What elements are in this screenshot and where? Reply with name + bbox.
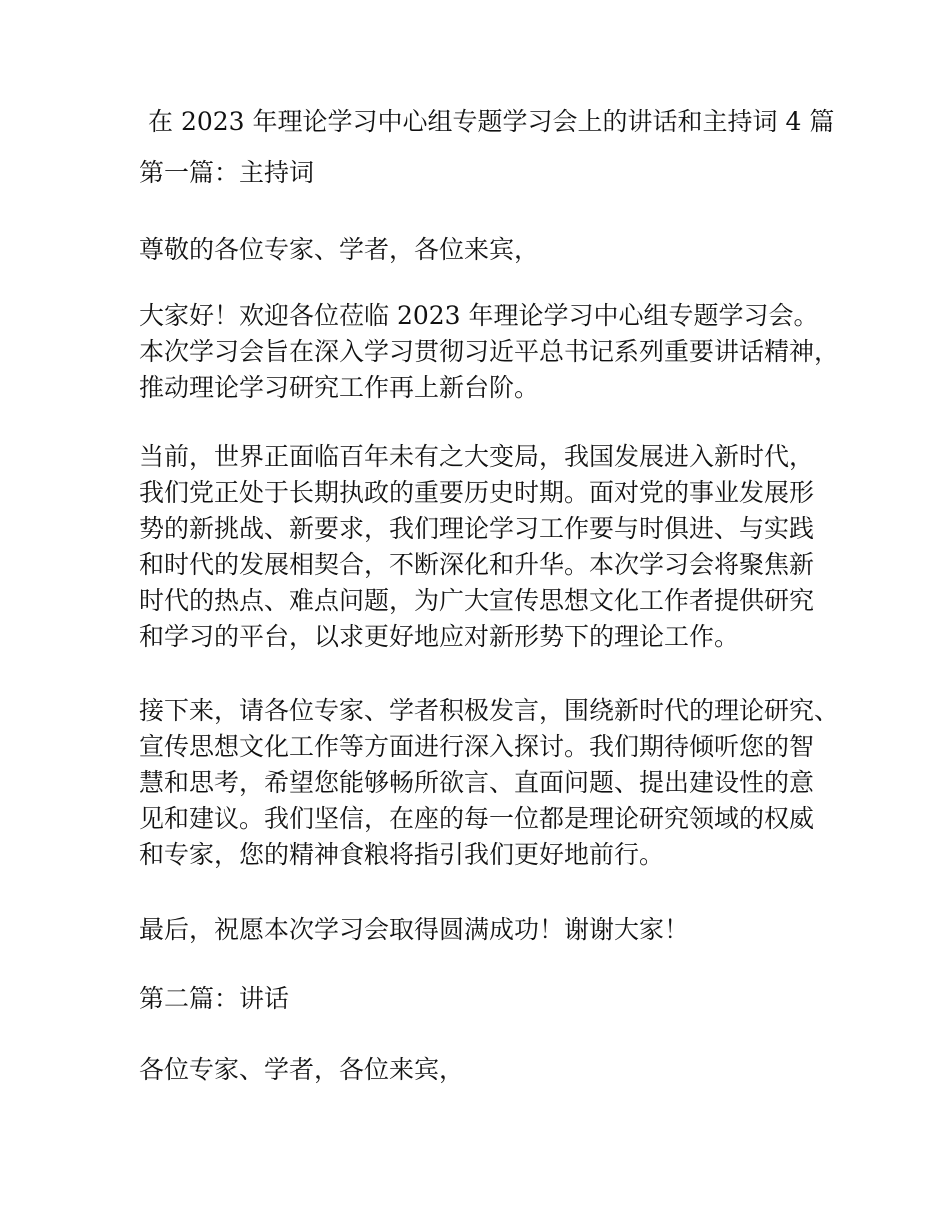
paragraph-line: 和学习的平台，以求更好地应对新形势下的理论工作。 [139,622,740,651]
paragraph-line: 各位专家、学者，各位来宾， [139,1055,465,1084]
paragraph-line: 势的新挑战、新要求，我们理论学习工作要与时俱进、与实践 [139,514,815,543]
paragraph-line: 本次学习会旨在深入学习贯彻习近平总书记系列重要讲话精神， [139,337,840,366]
paragraph-line: 和专家，您的精神食粮将指引我们更好地前行。 [139,840,665,869]
paragraph-line: 和时代的发展相契合，不断深化和升华。本次学习会将聚焦新 [139,550,815,579]
paragraph-invitation [139,693,839,873]
paragraph-line: 推动理论学习研究工作再上新台阶。 [139,373,540,402]
paragraph-line: 尊敬的各位专家、学者，各位来宾， [139,235,540,264]
paragraph-line: 接下来，请各位专家、学者积极发言，围绕新时代的理论研究、 [139,696,840,725]
paragraph-welcome [139,298,839,406]
paragraph-closing [139,912,839,948]
section-heading-2: 第二篇：讲话 [139,984,290,1013]
document-title: 在 2023 年理论学习中心组专题学习会上的讲话和主持词 4 篇 [148,107,835,136]
paragraph-line: 当前，世界正面临百年未有之大变局，我国发展进入新时代， [139,442,815,471]
paragraph-greeting-2 [139,1052,839,1088]
paragraph-line: 慧和思考，希望您能够畅所欲言、直面问题、提出建设性的意 [139,768,815,797]
paragraph-line: 大家好！欢迎各位莅临 2023 年理论学习中心组专题学习会。 [139,301,819,330]
paragraph-greeting [139,232,839,268]
section-heading-1: 第一篇：主持词 [139,158,315,187]
paragraph-line: 宣传思想文化工作等方面进行深入探讨。我们期待倾听您的智 [139,732,815,761]
paragraph-context [139,439,839,655]
paragraph-line: 我们党正处于长期执政的重要历史时期。面对党的事业发展形 [139,478,815,507]
paragraph-line: 最后，祝愿本次学习会取得圆满成功！谢谢大家！ [139,915,690,944]
paragraph-line: 见和建议。我们坚信，在座的每一位都是理论研究领域的权威 [139,804,815,833]
paragraph-line: 时代的热点、难点问题，为广大宣传思想文化工作者提供研究 [139,586,815,615]
